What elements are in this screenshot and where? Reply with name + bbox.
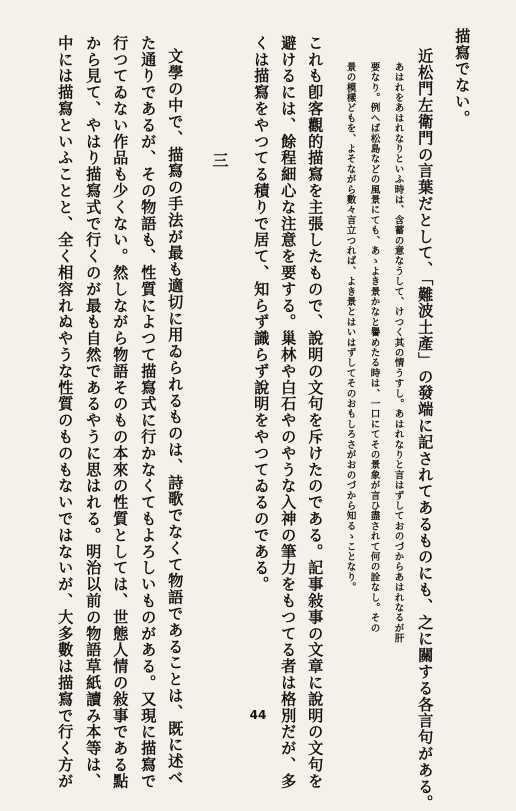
quote-note-line-2: 要なり。例へば松島などの風景にても、あゝよき景かなと譽めたる時は、一口にてその景象が言ひ盡されて何の詮なし。その [368,62,380,634]
text-column-4: 避けるには、餘程細心な注意を要する。巢林や白石やのやうな入神の筆力をもつてる者は格別だが、多 [279,35,298,790]
page-number: 44 [249,708,267,722]
text-column-8: 行つてゐない作品も少くない。然しながら物語そのもの本來の性質としては、世態人情の敍事である點 [111,35,130,790]
text-column-10: 中には描寫といふことと、全く相容れぬやうな性質のものもないではないが、大多數は描寫で行く方が [56,35,75,790]
text-column-6: 文學の中で、描寫の手法が最も適切に用ゐられるものは、詩歌でなくて物語であることは、既に述べ [166,48,185,786]
quote-note-line-1: あはれをあはれなりといふ時は、含蓄の意なうして、けつく其の情うすし。あはれなりと言はずしておのづからあはれなるが肝 [392,62,404,644]
quote-note-line-3: 景の模樣どもを、よそながら數々言立つれば、よき景とはいはずしてそのおもしろさがおのづから知るゝことなり。 [344,62,356,593]
section-number: 三 [210,152,229,168]
text-column-7: た通りであるが、その物語も、性質によつて描寫式に行かなくてもよろしいものがある。又現に描寫で [139,35,158,790]
text-column-1: 描寫でない。 [453,28,472,127]
text-column-2: 近松門左衛門の言葉だとして、「難波土產」の發端に記されてあるものにも、之に關する各言句がある。 [416,48,435,811]
text-column-3: これも卽客觀的描寫を主張したもので、說明の文句を斥けたのである。記事敍事の文章に說明の文句を [306,35,325,790]
text-column-5: くは描寫をやつてる積りで居て、知らず識らず說明をやつてゐるのである。 [252,35,271,593]
text-column-9: から見て、やはり描寫式で行くのが最も自然であるやうに思はれる。明治以前の物語草紙讀み本等は、 [84,35,103,790]
